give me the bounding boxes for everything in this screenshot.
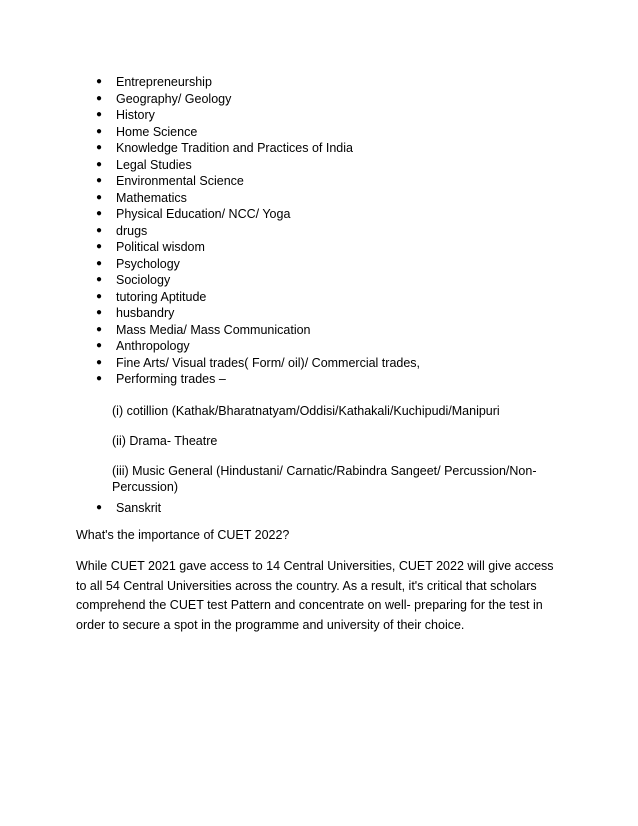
bullet-icon: ● <box>96 125 103 137</box>
list-item-text: Psychology <box>116 256 180 271</box>
list-item-text: tutoring Aptitude <box>116 289 207 304</box>
list-item-text: Mathematics <box>116 190 187 205</box>
bullet-icon: ● <box>96 76 103 87</box>
bullet-icon: ● <box>96 208 103 219</box>
list-item <box>96 500 161 516</box>
sub-list-item: (ii) Drama- Theatre <box>112 434 218 448</box>
list-item-text: History <box>116 108 155 122</box>
list-item <box>96 157 420 174</box>
bullet-icon: ● <box>96 340 103 351</box>
list-item <box>96 305 420 322</box>
list-item-text: Entrepreneurship <box>116 75 212 89</box>
list-item-text: Sociology <box>116 273 171 287</box>
bullet-icon: ● <box>96 92 103 104</box>
list-item-text: Anthropology <box>116 339 190 353</box>
list-item <box>96 107 420 124</box>
list-item-text: Physical Education/ NCC/ Yoga <box>116 207 291 221</box>
list-item-text: Geography/ Geology <box>116 91 232 106</box>
bullet-icon: ● <box>96 274 103 285</box>
bullet-icon: ● <box>96 356 103 368</box>
list-item <box>96 355 420 372</box>
list-item <box>96 239 420 256</box>
list-item-text: Home Science <box>116 124 198 139</box>
list-item <box>96 91 420 108</box>
list-item <box>96 272 420 289</box>
bullet-icon: ● <box>96 502 103 513</box>
list-item <box>96 338 420 355</box>
list-item <box>96 223 420 240</box>
list-item-text: Legal Studies <box>116 157 192 172</box>
list-item-text: Performing trades – <box>116 372 226 386</box>
bullet-icon: ● <box>96 373 103 384</box>
bullet-icon: ● <box>96 191 103 203</box>
bullet-icon: ● <box>96 109 103 120</box>
list-item <box>96 124 420 141</box>
bullet-icon: ● <box>96 241 103 252</box>
bullet-icon: ● <box>96 142 103 153</box>
list-item <box>96 140 420 157</box>
list-item-text: Knowledge Tradition and Practices of India <box>116 141 353 155</box>
list-item-text: Mass Media/ Mass Communication <box>116 322 311 337</box>
list-item <box>96 322 420 339</box>
list-item <box>96 173 420 190</box>
list-item-text: Fine Arts/ Visual trades( Form/ oil)/ Commercial trades, <box>116 355 421 370</box>
list-item-text: Political wisdom <box>116 240 205 254</box>
list-item <box>96 256 420 273</box>
list-item-text: husbandry <box>116 306 175 320</box>
list-item-text: Sanskrit <box>116 501 162 515</box>
subject-list <box>96 74 420 388</box>
list-item-text: drugs <box>116 223 148 238</box>
bullet-icon: ● <box>96 158 103 170</box>
section-question: What's the importance of CUET 2022? <box>76 528 290 542</box>
bullet-icon: ● <box>96 323 103 335</box>
list-item <box>96 289 420 306</box>
list-item-text: Environmental Science <box>116 174 244 188</box>
sub-list-item: (iii) Music General (Hindustani/ Carnatic/Rabindra Sangeet/ Percussion/Non-Percussion) <box>112 464 537 494</box>
bullet-icon: ● <box>96 307 103 318</box>
body-paragraph: While CUET 2021 gave access to 14 Central Universities, CUET 2022 will give access to all 54 Central Universities across the country. As a result, it's critical that scholars comprehend the CUET test Pattern and concentrate on well- preparing for the test in order to secure a spot in the programme and university of their choice. <box>76 559 554 632</box>
list-item <box>96 371 420 388</box>
bullet-icon: ● <box>96 257 103 269</box>
performing-trades-sublist <box>112 403 572 509</box>
sub-list-item: (i) cotillion (Kathak/Bharatnatyam/Oddisi/Kathakali/Kuchipudi/Manipuri <box>112 404 500 418</box>
bullet-icon: ● <box>96 290 103 302</box>
list-item <box>96 74 420 91</box>
bullet-icon: ● <box>96 175 103 186</box>
list-item <box>96 190 420 207</box>
list-item <box>96 206 420 223</box>
bullet-icon: ● <box>96 224 103 236</box>
